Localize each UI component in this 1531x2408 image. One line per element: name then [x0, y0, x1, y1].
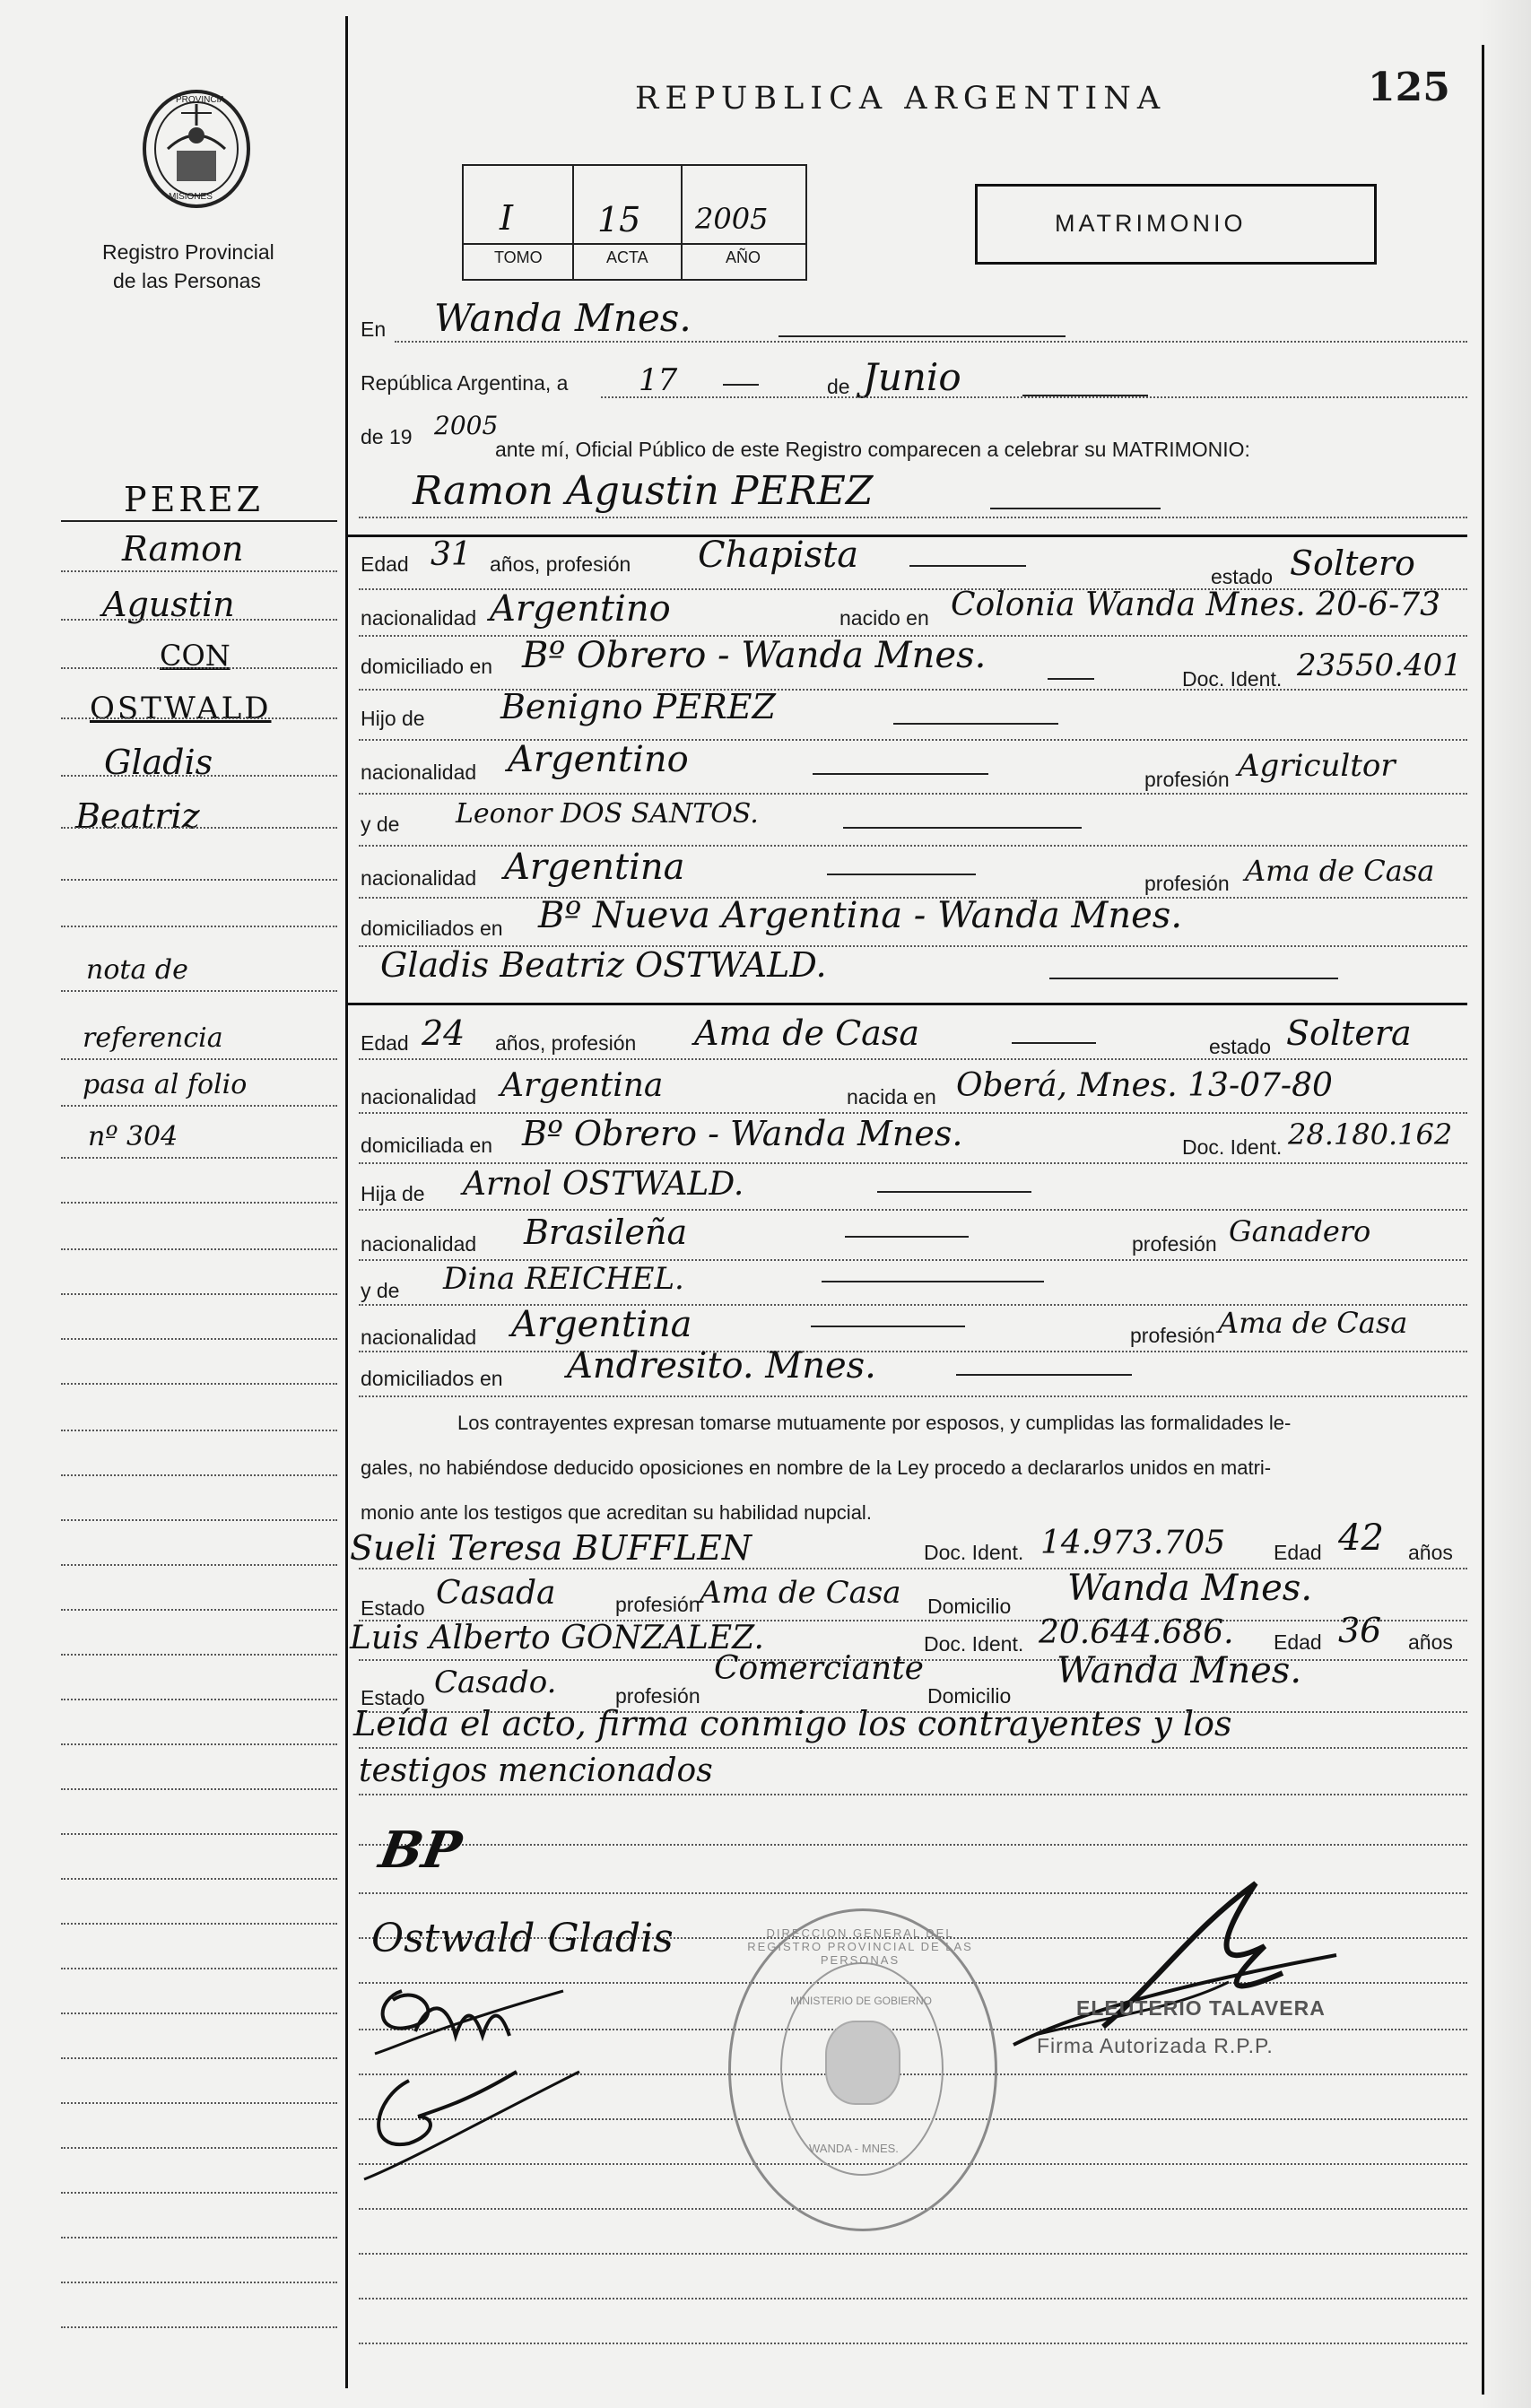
bride-yde-label: y de: [361, 1279, 400, 1302]
year-handwritten: 2005: [434, 411, 499, 440]
margin-rule: [61, 1202, 337, 1204]
margin-rule: [61, 1338, 337, 1340]
margin-con: CON: [160, 639, 231, 673]
rule: [359, 517, 1467, 518]
groom-profession: Chapista: [698, 535, 859, 576]
margin-surname-groom: PEREZ: [124, 480, 265, 519]
margin-rule: [61, 2282, 337, 2283]
groom-hijo-label: Hijo de: [361, 707, 425, 730]
rule: [359, 1209, 1467, 1211]
declaration-line2: gales, no habiéndose deducido oposiciones en nombre de la Ley procedo a declararlos unidos en matri-: [361, 1456, 1272, 1479]
margin-name-groom-1: Ramon: [122, 529, 244, 569]
margin-rule: [61, 1105, 337, 1107]
bride-domiciliada-label: domiciliada en: [361, 1134, 493, 1157]
seal-bottom-text: WANDA - MNES.: [809, 2142, 899, 2155]
rule: [1049, 978, 1338, 979]
bride-mother: Dina REICHEL.: [443, 1261, 684, 1297]
groom-full-name: Ramon Agustin PEREZ: [413, 468, 874, 514]
rule: [779, 335, 1066, 337]
document-type: MATRIMONIO: [1055, 210, 1247, 237]
rule: [843, 827, 1082, 829]
folio-number: 125: [1368, 65, 1450, 110]
margin-name-bride-2: Beatriz: [75, 796, 200, 836]
margin-note-4: nº 304: [88, 1121, 178, 1152]
groom-estado-label: estado: [1211, 565, 1274, 588]
bride-parents-dom-label: domiciliados en: [361, 1367, 503, 1390]
bride-birth: Oberá, Mnes. 13-07-80: [956, 1067, 1333, 1104]
rule: [909, 565, 1026, 567]
bride-signature: Ostwald Gladis: [371, 1916, 674, 1961]
witness2-profession: Comerciante: [714, 1650, 924, 1687]
groom-nationality: Argentino: [490, 588, 671, 630]
ano-cell: [681, 166, 805, 279]
bride-nationality: Argentina: [500, 1067, 664, 1104]
witness1-profession: Ama de Casa: [700, 1575, 901, 1611]
rule: [723, 384, 759, 386]
rule: [893, 723, 1058, 725]
margin-name-groom-2: Agustin: [102, 585, 235, 624]
witness-signature-1: [366, 1973, 581, 2072]
declaration-line3: monio ante los testigos que acreditan su habilidad nupcial.: [361, 1501, 872, 1524]
seal-emblem: [825, 2021, 900, 2105]
margin-rule: [61, 2102, 337, 2104]
groom-mother-nat-label: nacionalidad: [361, 866, 477, 890]
right-border-line: [1482, 45, 1484, 2395]
margin-rule: [61, 2012, 337, 2014]
witness2-domicile: Wanda Mnes.: [1057, 1650, 1302, 1691]
groom-mother-profession: Ama de Casa: [1245, 854, 1435, 888]
bride-estado-label: estado: [1209, 1035, 1272, 1058]
groom-birth: Colonia Wanda Mnes. 20-6-73: [951, 587, 1441, 623]
groom-estado: Soltero: [1290, 543, 1415, 583]
closing-line1: Leída el acto, firma conmigo los contrayentes y los: [353, 1704, 1232, 1743]
margin-rule: [61, 1430, 337, 1431]
margin-rule: [61, 1248, 337, 1250]
margin-rule: [61, 990, 337, 992]
margin-rule: [61, 879, 337, 881]
witness1-profesion-label: profesión: [615, 1593, 700, 1616]
country-title: REPUBLICA ARGENTINA: [635, 81, 1167, 117]
bride-father-nat-label: nacionalidad: [361, 1232, 477, 1256]
margin-rule: [61, 2192, 337, 2194]
tomo-cell: [464, 166, 574, 279]
bride-mother-profession: Ama de Casa: [1218, 1306, 1408, 1340]
margin-rule: [61, 1519, 337, 1521]
tomo-value: I: [500, 198, 514, 238]
margin-rule: [61, 619, 337, 621]
acta-label: ACTA: [606, 248, 648, 266]
witness1-estado: Casada: [436, 1575, 556, 1612]
declaration-line1: Los contrayentes expresan tomarse mutuamente por esposos, y cumplidas las formalidades le-: [457, 1412, 1292, 1434]
registry-name-line1: Registro Provincial: [102, 240, 274, 264]
officer-signature: [996, 1874, 1354, 2054]
section-divider-groom: [348, 535, 1467, 537]
year-prefix: de 19: [361, 425, 413, 448]
place: Wanda Mnes.: [434, 296, 692, 340]
witness2-edad-label: Edad: [1274, 1630, 1322, 1654]
groom-father-nationality: Argentino: [508, 739, 689, 780]
groom-parents-dom-label: domiciliados en: [361, 917, 503, 940]
groom-nacido-label: nacido en: [839, 606, 929, 630]
witness1-domicilio-label: Domicilio: [927, 1595, 1012, 1618]
margin-rule: [61, 827, 337, 829]
document-type-box: [975, 184, 1377, 265]
rule: [359, 1058, 1467, 1060]
witness2-profesion-label: profesión: [615, 1684, 700, 1708]
margin-rule-top: [61, 520, 337, 522]
left-column-divider: [345, 16, 348, 2388]
rule: [395, 341, 1467, 343]
groom-father-nat-label: nacionalidad: [361, 761, 477, 784]
rule: [1012, 1042, 1096, 1044]
groom-parents-domicile: Bº Nueva Argentina - Wanda Mnes.: [538, 895, 1183, 936]
witness1-name: Sueli Teresa BUFFLEN: [350, 1528, 752, 1568]
bride-age: 24: [422, 1013, 465, 1053]
margin-rule: [61, 1293, 337, 1295]
groom-doc-label: Doc. Ident.: [1182, 667, 1283, 691]
witness2-doc: 20.644.686.: [1039, 1614, 1234, 1651]
margin-rule: [61, 2057, 337, 2059]
bride-nacionalidad-label: nacionalidad: [361, 1085, 477, 1108]
registry-name-line2: de las Personas: [113, 269, 261, 292]
ano-value: 2005: [695, 202, 769, 236]
closing-line2: testigos mencionados: [359, 1752, 713, 1789]
rule: [359, 1162, 1467, 1164]
margin-rule: [61, 1923, 337, 1925]
republica-label: República Argentina, a: [361, 371, 569, 395]
witness2-age: 36: [1338, 1611, 1382, 1650]
rule: [811, 1326, 965, 1327]
bride-doc-label: Doc. Ident.: [1182, 1135, 1283, 1159]
bride-mother-prof-label: profesión: [1130, 1324, 1215, 1347]
bride-anos-profesion-label: años, profesión: [495, 1031, 637, 1055]
crest-text-top: PROVINCIA: [176, 95, 226, 105]
witness1-age: 42: [1338, 1517, 1384, 1559]
bride-mother-nationality: Argentina: [511, 1304, 692, 1345]
witness1-edad-label: Edad: [1274, 1541, 1322, 1564]
officer-title: Firma Autorizada R.P.P.: [1037, 2034, 1274, 2057]
rule: [359, 2253, 1467, 2255]
groom-mother-prof-label: profesión: [1144, 872, 1230, 895]
bride-nacida-label: nacida en: [847, 1085, 936, 1108]
rule: [359, 1844, 1467, 1846]
groom-age: 31: [431, 536, 472, 573]
margin-name-bride-1: Gladis: [104, 743, 213, 782]
margin-rule: [61, 1157, 337, 1159]
en-label: En: [361, 317, 387, 341]
witness2-estado: Casado.: [434, 1665, 557, 1700]
margin-rule: [61, 1788, 337, 1790]
bride-domicile: Bº Obrero - Wanda Mnes.: [522, 1114, 963, 1153]
ano-label: AÑO: [726, 248, 761, 266]
officer-name: ELEUTERIO TALAVERA: [1076, 1996, 1326, 2020]
margin-rule: [61, 667, 337, 669]
margin-rule: [61, 775, 337, 777]
witness2-name: Luis Alberto GONZALEZ.: [350, 1620, 764, 1656]
groom-yde-label: y de: [361, 813, 400, 836]
rule: [359, 2298, 1467, 2299]
witness2-domicilio-label: Domicilio: [927, 1684, 1012, 1708]
rule: [359, 1794, 1467, 1795]
acta-cell: [572, 166, 683, 279]
rule: [956, 1374, 1132, 1376]
rule: [990, 508, 1161, 509]
rule: [1048, 678, 1094, 680]
witness2-anos-label: años: [1408, 1630, 1453, 1654]
month: Junio: [863, 355, 961, 399]
rule: [359, 793, 1467, 795]
bride-edad-label: Edad: [361, 1031, 409, 1055]
intro-text: ante mí, Oficial Público de este Registro comparecen a celebrar su MATRIMONIO:: [495, 438, 1250, 461]
de-label: de: [827, 375, 850, 398]
tomo-label: TOMO: [494, 248, 543, 266]
groom-anos-profesion-label: años, profesión: [490, 552, 631, 576]
rule: [845, 1236, 969, 1238]
groom-domiciliado-label: domiciliado en: [361, 655, 493, 678]
section-divider-bride: [348, 1003, 1467, 1005]
groom-father-prof-label: profesión: [1144, 768, 1230, 791]
rule: [822, 1281, 1044, 1282]
margin-rule: [61, 1564, 337, 1566]
rule: [601, 396, 1467, 398]
groom-domicile: Bº Obrero - Wanda Mnes.: [522, 635, 987, 676]
margin-rule: [61, 1743, 337, 1745]
groom-father-profession: Agricultor: [1238, 748, 1396, 784]
official-seal: [728, 1908, 997, 2231]
margin-note-2: referencia: [83, 1022, 223, 1054]
bride-parents-domicile: Andresito. Mnes.: [567, 1345, 876, 1387]
rule: [827, 874, 976, 875]
seal-outer-text: DIRECCION GENERAL DEL REGISTRO PROVINCIAL DE LAS PERSONAS: [747, 1926, 973, 1967]
margin-surname-bride: OSTWALD: [90, 691, 272, 726]
margin-rule: [61, 2326, 337, 2328]
seal-inner-text: MINISTERIO DE GOBIERNO: [789, 1995, 932, 2007]
margin-rule: [61, 2147, 337, 2149]
bride-doc: 28.180.162: [1288, 1117, 1453, 1152]
margin-note-3: pasa al folio: [83, 1069, 248, 1100]
margin-rule: [61, 2237, 337, 2238]
rule: [359, 2343, 1467, 2344]
margin-rule: [61, 1474, 337, 1476]
acta-value: 15: [597, 200, 641, 239]
crest-text-bottom: MISIONES: [169, 192, 213, 202]
groom-doc: 23550.401: [1297, 648, 1462, 683]
groom-signature: BP: [375, 1821, 466, 1880]
groom-mother: Leonor DOS SANTOS.: [456, 798, 759, 830]
rule: [359, 1351, 1467, 1352]
margin-rule: [61, 1968, 337, 1969]
margin-rule: [61, 717, 337, 719]
witness1-estado-label: Estado: [361, 1596, 425, 1620]
margin-rule: [61, 1833, 337, 1835]
bride-mother-nat-label: nacionalidad: [361, 1326, 477, 1349]
margin-rule: [61, 926, 337, 927]
witness2-estado-label: Estado: [361, 1686, 425, 1709]
bride-estado: Soltera: [1286, 1013, 1412, 1053]
record-box: [462, 164, 807, 281]
witness2-doc-label: Doc. Ident.: [924, 1632, 1024, 1656]
margin-rule: [61, 570, 337, 572]
margin-rule: [61, 1058, 337, 1060]
bride-profession: Ama de Casa: [694, 1013, 919, 1053]
margin-rule: [61, 1654, 337, 1656]
rule: [359, 1395, 1467, 1397]
margin-rule: [61, 1383, 337, 1385]
witness1-doc-label: Doc. Ident.: [924, 1541, 1024, 1564]
groom-mother-nationality: Argentina: [504, 847, 685, 888]
witness1-doc: 14.973.705: [1040, 1525, 1226, 1561]
rule: [877, 1191, 1031, 1193]
rule: [813, 773, 988, 775]
witness1-domicile: Wanda Mnes.: [1067, 1568, 1313, 1609]
bride-father-prof-label: profesión: [1132, 1232, 1217, 1256]
bride-father-nationality: Brasileña: [524, 1213, 688, 1252]
margin-rule: [61, 1878, 337, 1880]
groom-father: Benigno PEREZ: [500, 687, 776, 726]
bride-full-name: Gladis Beatriz OSTWALD.: [380, 945, 827, 985]
day: 17: [639, 362, 678, 398]
margin-rule: [61, 1609, 337, 1611]
groom-nacionalidad-label: nacionalidad: [361, 606, 477, 630]
margin-note-1: nota de: [86, 954, 188, 986]
margin-rule: [61, 1699, 337, 1700]
groom-edad-label: Edad: [361, 552, 409, 576]
rule: [359, 1747, 1467, 1749]
bride-hija-label: Hija de: [361, 1182, 425, 1205]
bride-father-profession: Ganadero: [1229, 1214, 1371, 1248]
bride-father: Arnol OSTWALD.: [463, 1166, 744, 1203]
witness-signature-2: [355, 2063, 588, 2188]
witness1-anos-label: años: [1408, 1541, 1453, 1564]
